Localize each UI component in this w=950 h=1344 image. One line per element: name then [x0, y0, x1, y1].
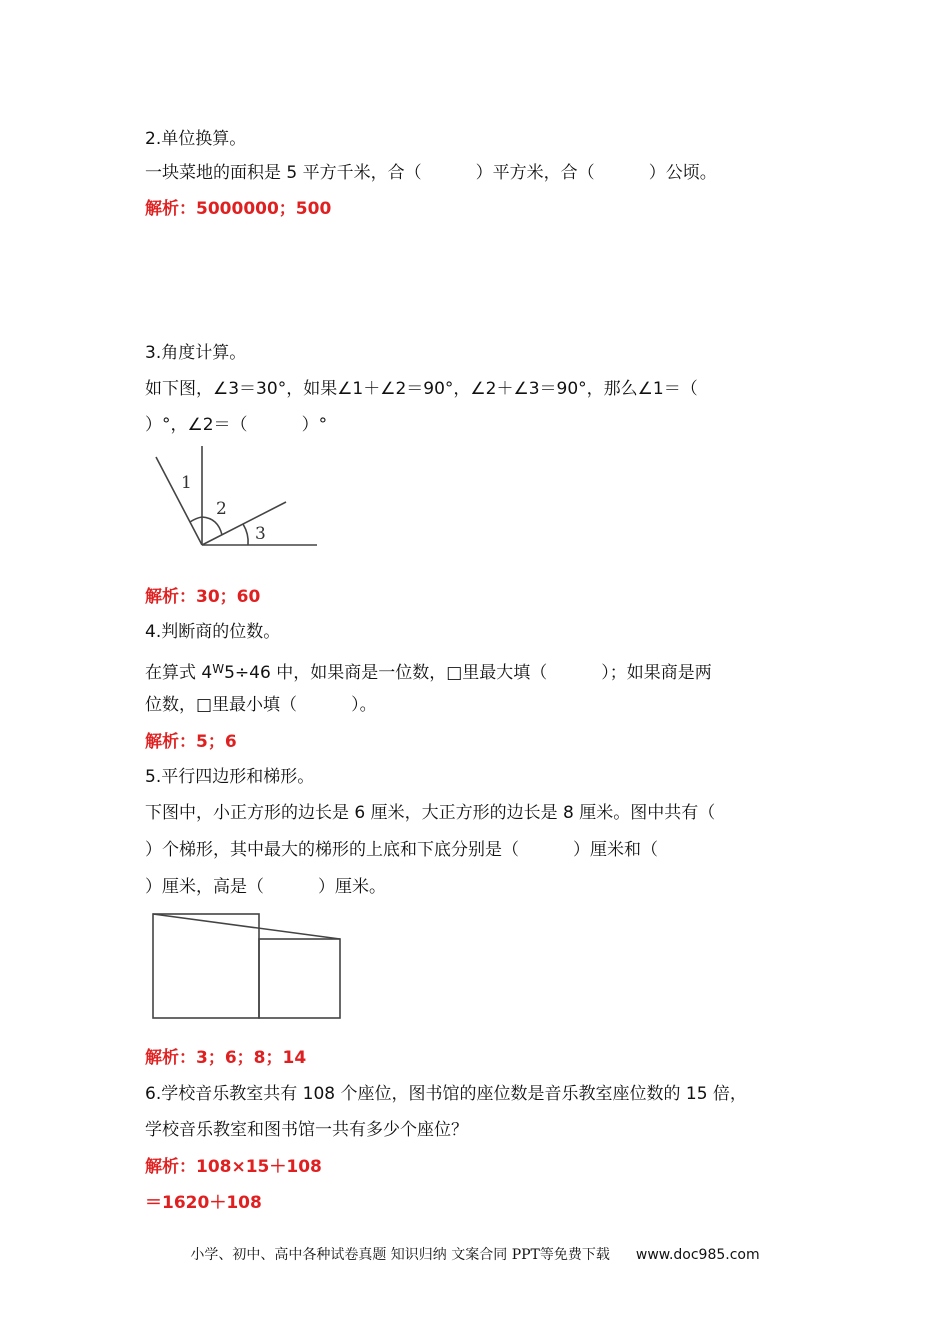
squares-figure — [145, 906, 350, 1028]
q2-title: 2.单位换算。 — [145, 129, 247, 149]
angle-label-1: 1 — [181, 473, 192, 493]
page-footer — [0, 1244, 950, 1264]
wingding-symbol: W — [212, 662, 225, 676]
q4-text-part1: 在算式 4 — [145, 663, 213, 683]
angle-label-2: 2 — [216, 499, 227, 519]
footer-text: 小学、初中、高中各种试卷真题 知识归纳 文案合同 PPT等免费下载 — [190, 1247, 610, 1263]
q2-text: 一块菜地的面积是 5 平方千米，合（ ）平方米，合（ ）公顷。 — [145, 163, 717, 183]
q5-answer: 解析：3；6；8；14 — [145, 1048, 307, 1068]
q4-title: 4.判断商的位数。 — [145, 622, 281, 642]
q3-text-line2: ）°，∠2＝（ ）° — [145, 415, 328, 435]
q4-text-part2: 5÷46 中，如果商是一位数，□里最大填（ ）；如果商是两 — [224, 663, 712, 683]
q3-text-line1: 如下图，∠3＝30°，如果∠1＋∠2＝90°，∠2＋∠3＝90°，那么∠1＝（ — [145, 379, 698, 399]
angle-figure — [145, 440, 325, 559]
q4-text-line2: 位数，□里最小填（ ）。 — [145, 695, 377, 715]
q5-title: 5.平行四边形和梯形。 — [145, 767, 315, 787]
q6-answer-line2: ＝1620＋108 — [145, 1193, 262, 1213]
q6-text-line2: 学校音乐教室和图书馆一共有多少个座位？ — [145, 1120, 468, 1140]
q2-answer: 解析：5000000；500 — [145, 199, 332, 219]
q5-text-line2: ）个梯形，其中最大的梯形的上底和下底分别是（ ）厘米和（ — [145, 840, 659, 860]
footer-url[interactable]: www.doc985.com — [635, 1247, 760, 1263]
q6-text-line1: 6.学校音乐教室共有 108 个座位，图书馆的座位数是音乐教室座位数的 15 倍， — [145, 1084, 747, 1104]
angle-label-3: 3 — [255, 524, 266, 544]
q6-answer-line1: 解析：108×15＋108 — [145, 1157, 322, 1177]
q5-text-line1: 下图中，小正方形的边长是 6 厘米，大正方形的边长是 8 厘米。图中共有（ — [145, 803, 716, 823]
q5-text-line3: ）厘米，高是（ ）厘米。 — [145, 877, 387, 897]
q4-answer: 解析：5；6 — [145, 732, 237, 752]
q3-title: 3.角度计算。 — [145, 343, 247, 363]
q4-text-line1 — [145, 657, 712, 685]
q3-answer: 解析：30；60 — [145, 587, 261, 607]
